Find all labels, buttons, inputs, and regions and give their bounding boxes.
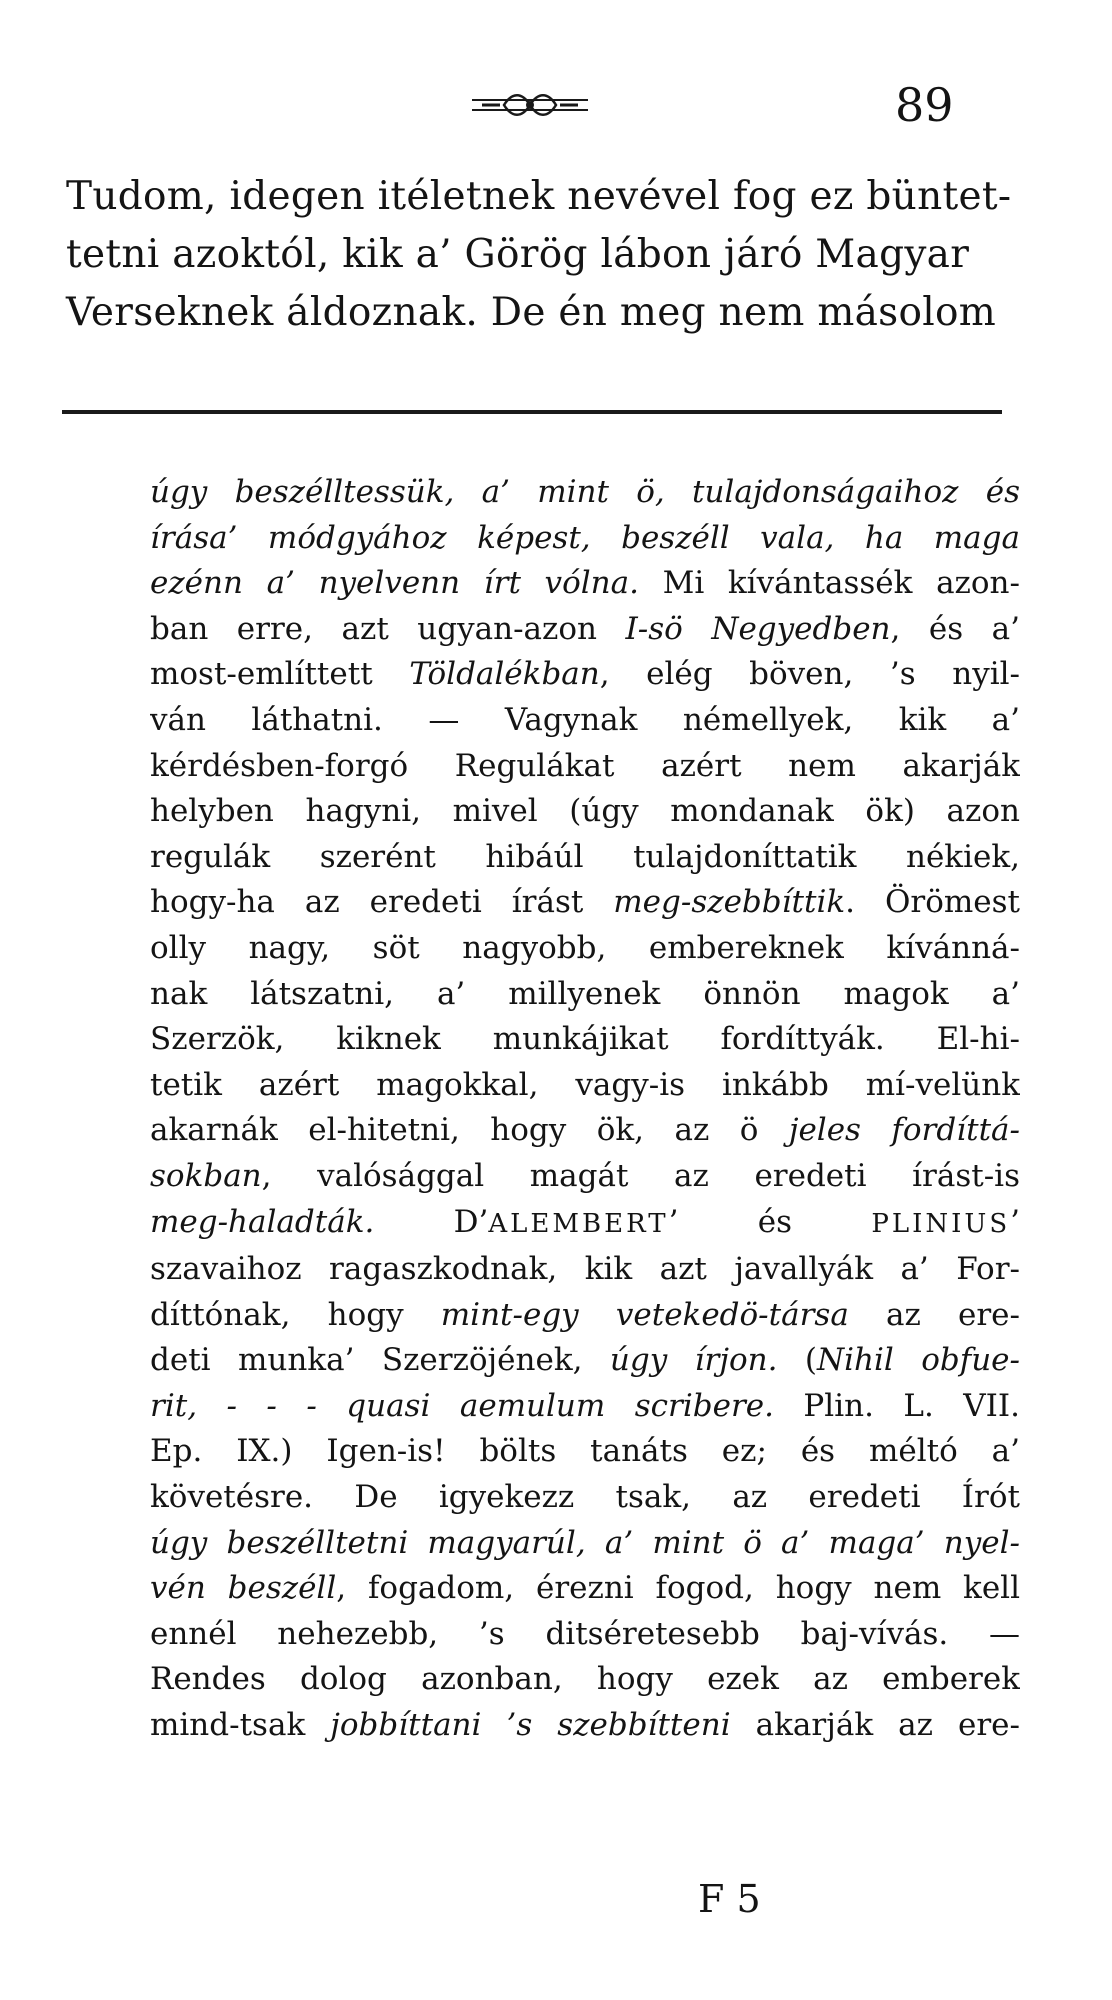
footnote-italic: sokban	[150, 1157, 262, 1194]
footnote-italic: vén beszéll	[150, 1570, 337, 1607]
main-text-line: Tudom, idegen itéletnek nevével fog ez büntet-	[66, 174, 1012, 219]
footnote-line	[150, 1200, 1020, 1248]
signature-mark: F 5	[698, 1877, 761, 1921]
main-text-line: tetni azoktól, kik a’ Görög lábon járó Magyar	[66, 232, 970, 277]
footnote-italic: meg-haladták.	[150, 1203, 375, 1240]
footnote-text: akarják az ere-	[730, 1707, 1020, 1744]
footnote-text: most-említtett	[150, 656, 410, 693]
footnote-italic: rit, - - - quasi aemulum scribere.	[150, 1387, 774, 1424]
footnote-line	[150, 1566, 1020, 1612]
footnote-italic: jobbíttani ’s szebbítteni	[330, 1707, 731, 1744]
footnote-line	[150, 607, 1020, 653]
footnote-line: szavaihoz ragaszkodnak, kik azt javallyák a’ For-	[150, 1251, 1020, 1288]
footnote-text: akarnák el-hitetni, hogy ök, az ö	[150, 1112, 789, 1149]
footnote-line	[150, 1108, 1020, 1154]
footnote-line: tetik azért magokkal, vagy-is inkább mí-velünk	[150, 1066, 1020, 1103]
footnote-line	[150, 880, 1020, 926]
footnote-line: ván láthatni. — Vagynak némellyek, kik a’	[150, 701, 1020, 738]
main-text	[66, 168, 1012, 342]
author-name: PLINIUS	[871, 1208, 1011, 1239]
footnote-line: Szerzök, kiknek munkájikat fordíttyák. El-hi-	[150, 1021, 1020, 1058]
footnote-text: Mi kívántassék azon-	[638, 565, 1020, 602]
page-number: 89	[895, 78, 954, 132]
footnote-text: ’	[1010, 1203, 1020, 1240]
footnote-line	[150, 1154, 1020, 1200]
footnote-text: az ere-	[848, 1296, 1020, 1333]
footnote-line	[150, 561, 1020, 607]
footnote-text: ’ és	[668, 1203, 872, 1240]
footnote-line: Rendes dolog azonban, hogy ezek az emberek	[150, 1661, 1020, 1698]
footnote-line: olly nagy, söt nagyobb, embereknek kívánná-	[150, 929, 1020, 966]
footnote-italic: mint-egy vetekedö-társa	[440, 1296, 849, 1333]
footnote-text: . Örömest	[845, 884, 1020, 921]
footnote-text: hogy-ha az eredeti írást	[150, 884, 614, 921]
footnote-line: követésre. De igyekezz tsak, az eredeti Írót	[150, 1479, 1020, 1516]
footnote-line	[150, 1293, 1020, 1339]
footnote-text: Plin. L. VII.	[773, 1387, 1020, 1424]
footnote-italic: ezénn a’ nyelvenn írt vólna.	[150, 565, 639, 602]
footnote-line: nak látszatni, a’ millyenek önnön magok a’	[150, 975, 1020, 1012]
footnote-line: Ep. IX.) Igen-is! bölts tanáts ez; és méltó a’	[150, 1433, 1020, 1470]
footnote-line: írása’ módgyához képest, beszéll vala, ha maga	[150, 519, 1020, 556]
author-name: ALEMBERT	[488, 1208, 669, 1239]
footnote-line	[150, 652, 1020, 698]
footnote-italic: I-sö Negyedben	[625, 610, 891, 647]
footnote-line: regulák szerént hibáúl tulajdoníttatik nékiek,	[150, 838, 1020, 875]
footnote-line: úgy beszélltessük, a’ mint ö, tulajdonságaihoz és	[150, 474, 1020, 510]
footnote-line: kérdésben-forgó Regulákat azért nem akarják	[150, 747, 1020, 784]
footnote-line	[150, 1703, 1020, 1749]
footnote-line	[150, 1338, 1020, 1384]
footnote-italic: Töldalékban	[409, 656, 600, 693]
footnote-text: , valósággal magát az eredeti írást-is	[261, 1157, 1020, 1194]
footnote-line: úgy beszélltetni magyarúl, a’ mint ö a’ maga’ nyel-	[150, 1524, 1020, 1561]
footnote-text: deti munka’ Szerzöjének,	[150, 1342, 610, 1379]
footnote-divider	[62, 410, 1002, 414]
main-text-line: Verseknek áldoznak. De én meg nem másolom	[66, 290, 997, 335]
footnote-italic: jeles fordíttá-	[788, 1112, 1020, 1149]
footnote-line	[150, 1384, 1020, 1430]
footnote-text: mind-tsak	[150, 1707, 331, 1744]
footnote-text: , elég böven, ’s nyil-	[599, 656, 1020, 693]
footnote-text: D’	[374, 1203, 489, 1240]
footnote-line: helyben hagyni, mivel (úgy mondanak ök) azon	[150, 793, 1020, 830]
footnote	[150, 470, 1020, 1749]
footnote-italic: Nihil obfue-	[816, 1342, 1020, 1379]
footnote-text: ban erre, azt ugyan-azon	[150, 610, 626, 647]
footnote-italic: meg-szebbíttik	[613, 884, 846, 921]
footnote-italic: úgy írjon.	[609, 1342, 778, 1379]
ornament-icon	[470, 88, 590, 122]
footnote-text: , fogadom, érezni fogod, hogy nem kell	[336, 1570, 1020, 1607]
footnote-text: (	[777, 1342, 817, 1379]
footnote-text: díttónak, hogy	[150, 1296, 441, 1333]
footnote-text: , és a’	[890, 610, 1020, 647]
footnote-line: ennél nehezebb, ’s ditséretesebb baj-vívás. —	[150, 1615, 1020, 1652]
